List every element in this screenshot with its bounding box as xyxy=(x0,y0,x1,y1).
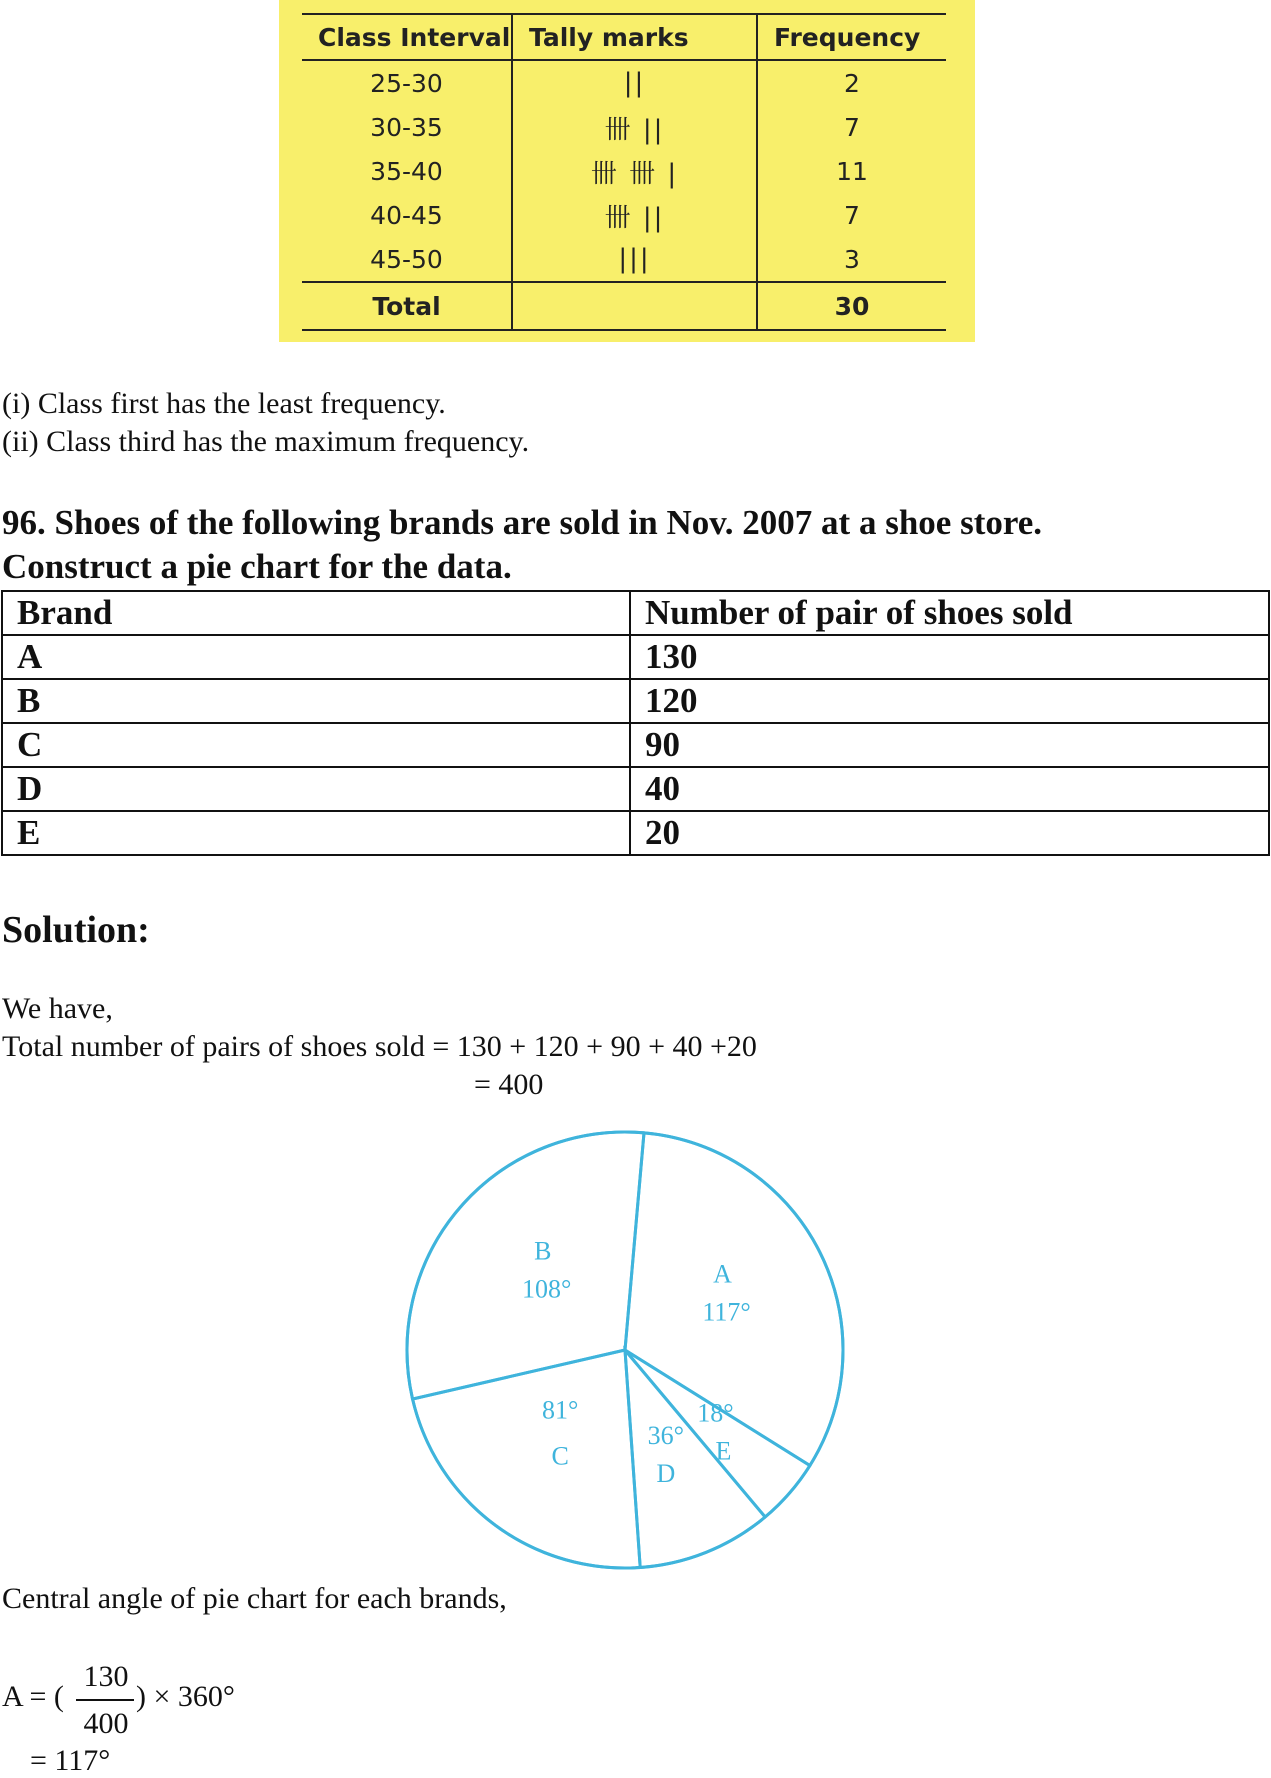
header-pairs-sold: Number of pair of shoes sold xyxy=(630,591,1269,635)
pie-label-c: C xyxy=(551,1441,569,1471)
pie-angle-label-a: 117° xyxy=(702,1297,751,1327)
table-row xyxy=(2,811,1269,855)
pie-label-b: B xyxy=(534,1236,552,1266)
header-brand: Brand xyxy=(2,591,630,635)
pie-angle-label-d: 36° xyxy=(647,1421,685,1451)
calc-suffix: ) × 360° xyxy=(136,1680,235,1713)
table-row xyxy=(2,635,1269,679)
sold-cell: 120 xyxy=(630,679,1269,723)
sold-cell: 90 xyxy=(630,723,1269,767)
class-interval-cell: 35-40 xyxy=(302,149,512,193)
total-row xyxy=(302,282,946,330)
frequency-cell: 7 xyxy=(844,112,860,142)
total-value: 30 xyxy=(834,291,870,321)
frequency-cell: 2 xyxy=(844,68,860,98)
frequency-cell: 11 xyxy=(836,156,868,186)
table-row xyxy=(2,767,1269,811)
central-angle-text: Central angle of pie chart for each brands, xyxy=(2,1582,507,1615)
class-interval-cell: 45-50 xyxy=(302,237,512,282)
frequency-cell: 7 xyxy=(844,200,860,230)
question-title-line1: 96. Shoes of the following brands are sold in Nov. 2007 at a shoe store. xyxy=(2,503,1043,542)
class-interval-cell: 25-30 xyxy=(302,60,512,105)
sold-cell: 130 xyxy=(630,635,1269,679)
pie-label-e: E xyxy=(715,1436,732,1466)
total-result: = 400 xyxy=(474,1068,544,1101)
class-interval-cell: 30-35 xyxy=(302,105,512,149)
table-row xyxy=(302,237,946,282)
brand-cell: A xyxy=(2,635,630,679)
observation-1: (i) Class first has the least frequency. xyxy=(2,387,446,420)
tally-cell: 卌 卌 | xyxy=(512,149,757,193)
observation-2: (ii) Class third has the maximum frequency. xyxy=(2,425,530,458)
fraction-denominator: 400 xyxy=(83,1707,129,1740)
brand-cell: B xyxy=(2,679,630,723)
header-tally-marks: Tally marks xyxy=(512,14,757,60)
fraction-bar xyxy=(76,1699,134,1701)
pie-angle-label-c: 81° xyxy=(541,1395,579,1425)
pie-angle-label-e: 18° xyxy=(697,1398,734,1428)
brand-table xyxy=(1,590,1270,856)
table-row xyxy=(302,149,946,193)
table-row xyxy=(302,60,946,105)
class-interval-cell: 40-45 xyxy=(302,193,512,237)
table-row xyxy=(2,723,1269,767)
pie-chart xyxy=(400,1120,850,1570)
header-frequency: Frequency xyxy=(774,22,921,52)
solution-heading: Solution: xyxy=(2,909,150,951)
we-have-text: We have, xyxy=(2,992,113,1025)
brand-cell: C xyxy=(2,723,630,767)
header-class-interval: Class Interval xyxy=(302,14,512,60)
fraction-numerator: 130 xyxy=(83,1660,129,1693)
total-tally-empty xyxy=(512,282,757,330)
brand-cell: D xyxy=(2,767,630,811)
total-label: Total xyxy=(302,282,512,330)
sold-cell: 40 xyxy=(630,767,1269,811)
question-title-line2: Construct a pie chart for the data. xyxy=(2,547,512,586)
frequency-table xyxy=(302,13,946,331)
tally-cell: ||| xyxy=(512,237,757,282)
table-row xyxy=(302,193,946,237)
tally-cell: 卌 || xyxy=(512,105,757,149)
tally-cell: || xyxy=(512,60,757,105)
frequency-cell: 3 xyxy=(844,244,860,274)
calc-prefix: A = ( xyxy=(2,1680,64,1713)
brand-cell: E xyxy=(2,811,630,855)
tally-cell: 卌 || xyxy=(512,193,757,237)
calc-result: = 117° xyxy=(30,1744,111,1777)
pie-label-a: A xyxy=(713,1259,732,1289)
sold-cell: 20 xyxy=(630,811,1269,855)
table-row xyxy=(2,679,1269,723)
pie-label-d: D xyxy=(656,1459,676,1489)
total-calculation: Total number of pairs of shoes sold = 130 + 120 + 90 + 40 +20 xyxy=(2,1030,757,1063)
table-row xyxy=(302,105,946,149)
pie-angle-label-b: 108° xyxy=(522,1274,572,1304)
brand-table-header xyxy=(2,591,1269,635)
